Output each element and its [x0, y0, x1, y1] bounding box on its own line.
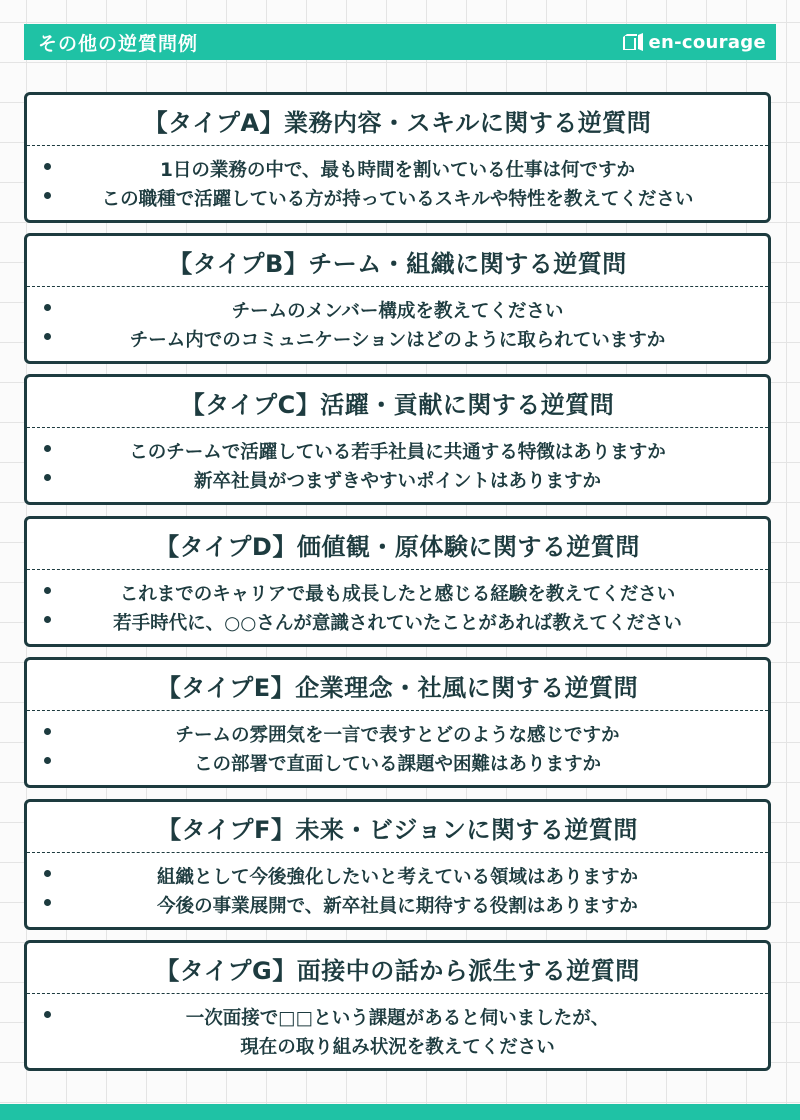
question-card-type-b — [24, 233, 771, 364]
page-title: その他の逆質問例 — [38, 32, 199, 55]
brand-logo — [621, 32, 766, 53]
card-title: 【タイプC】活躍・貢献に関する逆質問 — [27, 377, 768, 428]
question-list — [27, 287, 768, 353]
bullet-icon — [44, 899, 51, 906]
card-title: 【タイプB】チーム・組織に関する逆質問 — [27, 236, 768, 287]
question-list — [27, 853, 768, 919]
list-item: チームのメンバー構成を教えてください — [27, 295, 768, 324]
question-card-type-g — [24, 940, 771, 1071]
question-list — [27, 711, 768, 777]
question-list — [27, 146, 768, 212]
list-item: この職種で活躍している方が持っているスキルや特性を教えてください — [27, 183, 768, 212]
question-card-type-a — [24, 92, 771, 223]
footer-band — [0, 1104, 800, 1120]
page-header-band — [24, 24, 776, 60]
card-title: 【タイプF】未来・ビジョンに関する逆質問 — [27, 802, 768, 853]
bullet-icon — [44, 870, 51, 877]
bullet-icon — [44, 728, 51, 735]
list-item: このチームで活躍している若手社員に共通する特徴はありますか — [27, 436, 768, 465]
bullet-icon — [44, 333, 51, 340]
list-item: これまでのキャリアで最も成長したと感じる経験を教えてください — [27, 578, 768, 607]
question-list — [27, 994, 768, 1060]
question-card-type-c — [24, 374, 771, 505]
bullet-icon — [44, 445, 51, 452]
list-item: 新卒社員がつまずきやすいポイントはありますか — [27, 465, 768, 494]
bullet-icon — [44, 616, 51, 623]
list-item: 若手時代に、○○さんが意識されていたことがあれば教えてください — [27, 607, 768, 636]
bullet-icon — [44, 1011, 51, 1018]
bullet-icon — [44, 587, 51, 594]
card-title: 【タイプG】面接中の話から派生する逆質問 — [27, 943, 768, 994]
question-list — [27, 570, 768, 636]
list-item: この部署で直面している課題や困難はありますか — [27, 748, 768, 777]
list-item: 一次面接で□□という課題があると伺いましたが、 — [27, 1002, 768, 1031]
bullet-icon — [44, 192, 51, 199]
question-card-type-e — [24, 657, 771, 788]
list-item: 1日の業務の中で、最も時間を割いている仕事は何ですか — [27, 154, 768, 183]
bullet-icon — [44, 163, 51, 170]
list-item: チームの雰囲気を一言で表すとどのような感じですか — [27, 719, 768, 748]
card-title: 【タイプA】業務内容・スキルに関する逆質問 — [27, 95, 768, 146]
list-item: 今後の事業展開で、新卒社員に期待する役割はありますか — [27, 890, 768, 919]
question-list — [27, 428, 768, 494]
card-title: 【タイプE】企業理念・社風に関する逆質問 — [27, 660, 768, 711]
question-card-type-d — [24, 516, 771, 647]
bullet-icon — [44, 474, 51, 481]
book-door-icon — [621, 33, 645, 51]
list-item-continuation: 現在の取り組み状況を教えてください — [240, 1036, 555, 1058]
brand-name: en-courage — [648, 31, 766, 53]
question-card-type-f — [24, 799, 771, 930]
list-item: 組織として今後強化したいと考えている領域はありますか — [27, 861, 768, 890]
bullet-icon — [44, 304, 51, 311]
bullet-icon — [44, 757, 51, 764]
card-title: 【タイプD】価値観・原体験に関する逆質問 — [27, 519, 768, 570]
list-item: チーム内でのコミュニケーションはどのように取られていますか — [27, 324, 768, 353]
